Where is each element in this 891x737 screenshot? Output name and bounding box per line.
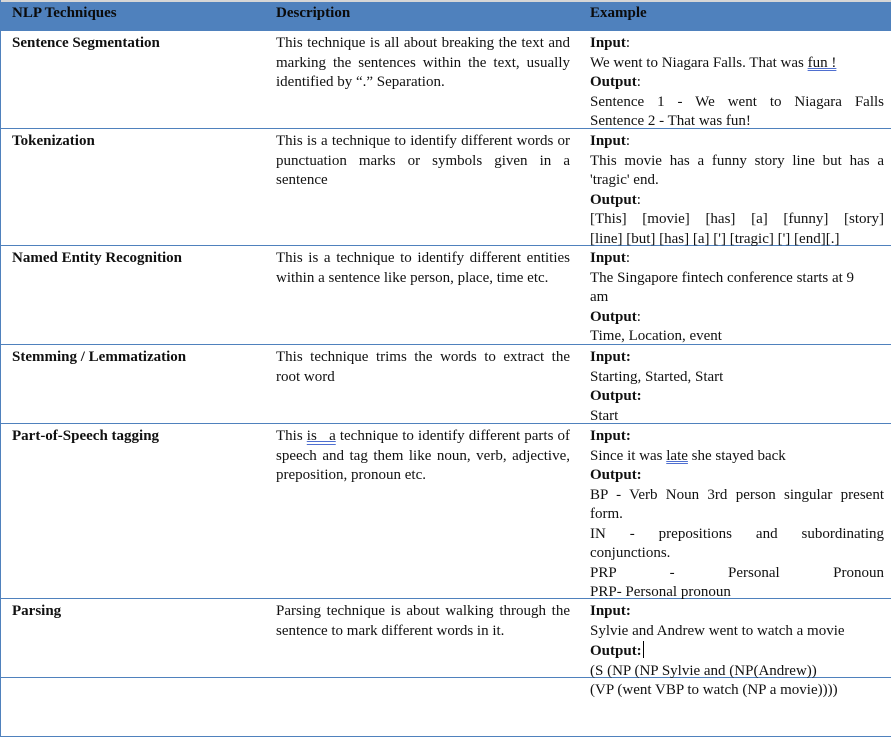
- output-label: Output: [590, 191, 637, 208]
- technique-name: Named Entity Recognition: [12, 250, 182, 266]
- output-line: (VP (went VBP to watch (NP a movie)))): [590, 682, 838, 698]
- technique-name: Parsing: [12, 603, 62, 619]
- header-description: Description: [276, 5, 351, 21]
- spellcheck-underlined-text: fun !: [807, 54, 837, 71]
- output-line: PRP - Personal Pronoun: [590, 564, 884, 581]
- output-line: (S (NP (NP Sylvie and (NP(Andrew)): [590, 662, 817, 679]
- input-text: We went to Niagara Falls. That was: [590, 54, 808, 71]
- input-label: Input:: [590, 603, 631, 619]
- input-label: Input: [590, 250, 626, 266]
- spellcheck-underlined-text: is a: [306, 428, 336, 444]
- table-header: [1, 0, 891, 31]
- technique-name: Sentence Segmentation: [12, 35, 160, 51]
- technique-example: [590, 348, 884, 426]
- technique-description: This is a technique to identify different words or punctuation marks or symbols given in a sentence: [276, 133, 570, 188]
- input-line: 'tragic' end.: [590, 172, 659, 188]
- input-label: Input: [590, 35, 626, 51]
- technique-name: Stemming / Lemmatization: [12, 349, 187, 365]
- output-line: Time, Location, event: [590, 328, 722, 344]
- description-text: This: [276, 428, 307, 444]
- technique-example: [590, 427, 884, 603]
- output-line: form.: [590, 506, 623, 522]
- technique-description: This technique is all about breaking the text and marking the sentences within the text, usually identified by “.” Separation.: [276, 35, 570, 90]
- description-text: technique to identify different parts of speech and tag them like noun, verb, adjective, preposition, pronoun etc.: [276, 428, 570, 483]
- table-row: [1, 424, 891, 599]
- header-example: Example: [590, 5, 647, 21]
- output-line: Sentence 2 - That was fun!: [590, 113, 751, 129]
- text-cursor: [643, 641, 644, 658]
- technique-name: Part-of-Speech tagging: [12, 428, 160, 444]
- table-row: [1, 246, 891, 345]
- input-text: she stayed back: [687, 447, 786, 464]
- input-label: Input:: [590, 349, 631, 365]
- technique-example: Input: We went to Niagara Falls. That was fun ! Output: Sentence 1 - We went to Niagara Falls Sentence 2 - That was fun!: [590, 34, 884, 132]
- output-label: Output:: [590, 467, 642, 483]
- input-line: The Singapore fintech conference starts at 9: [590, 269, 855, 286]
- output-line: IN - prepositions and subordinating: [590, 525, 884, 542]
- output-label: Output:: [590, 388, 642, 404]
- input-text: Since it was: [590, 447, 667, 464]
- technique-example: Input: This movie has a funny story line but has a 'tragic' end. Output: [This] [movie] [has] [a] [funny] [story] [line] [but] [has] [a] ['] [tragic] ['] [end][.]: [590, 132, 884, 249]
- input-line: Starting, Started, Start: [590, 368, 724, 385]
- output-label: Output: [590, 308, 637, 325]
- input-line: am: [590, 289, 609, 305]
- technique-description: [276, 427, 570, 486]
- output-line: Sentence 1 - We went to Niagara Falls: [590, 93, 884, 110]
- input-label: Input: [590, 133, 626, 149]
- technique-name: Tokenization: [12, 133, 95, 149]
- input-line: This movie has a funny story line but has a: [590, 152, 884, 169]
- technique-example: Input: The Singapore fintech conference starts at 9 am Output: Time, Location, event: [590, 249, 884, 347]
- output-label: Output: [590, 74, 637, 90]
- input-label: Input:: [590, 428, 631, 444]
- header-nlp-techniques: NLP Techniques: [12, 5, 117, 21]
- spellcheck-underlined-text: late: [666, 447, 688, 464]
- table-row: [1, 678, 891, 737]
- technique-example: [590, 681, 884, 701]
- output-line: [This] [movie] [has] [a] [funny] [story]: [590, 211, 884, 227]
- output-line: Start: [590, 407, 619, 424]
- output-line: conjunctions.: [590, 545, 671, 561]
- output-line: BP - Verb Noun 3rd person singular present: [590, 486, 884, 503]
- table-row: [1, 345, 891, 424]
- table-row: [1, 129, 891, 246]
- technique-example: [590, 602, 884, 681]
- technique-description: Parsing technique is about walking through the sentence to mark different words in it.: [276, 603, 570, 639]
- output-line: [line] [but] [has] [a] ['] [tragic] ['] [end][.]: [590, 230, 840, 247]
- table-row: [1, 31, 891, 129]
- output-line: PRP- Personal pronoun: [590, 584, 731, 600]
- output-label: Output:: [590, 643, 642, 659]
- table-row: [1, 599, 891, 678]
- input-line: Sylvie and Andrew went to watch a movie: [590, 622, 845, 639]
- technique-description: This technique trims the words to extract the root word: [276, 349, 570, 385]
- technique-description: This is a technique to identify different entities within a sentence like person, place, time etc.: [276, 250, 570, 286]
